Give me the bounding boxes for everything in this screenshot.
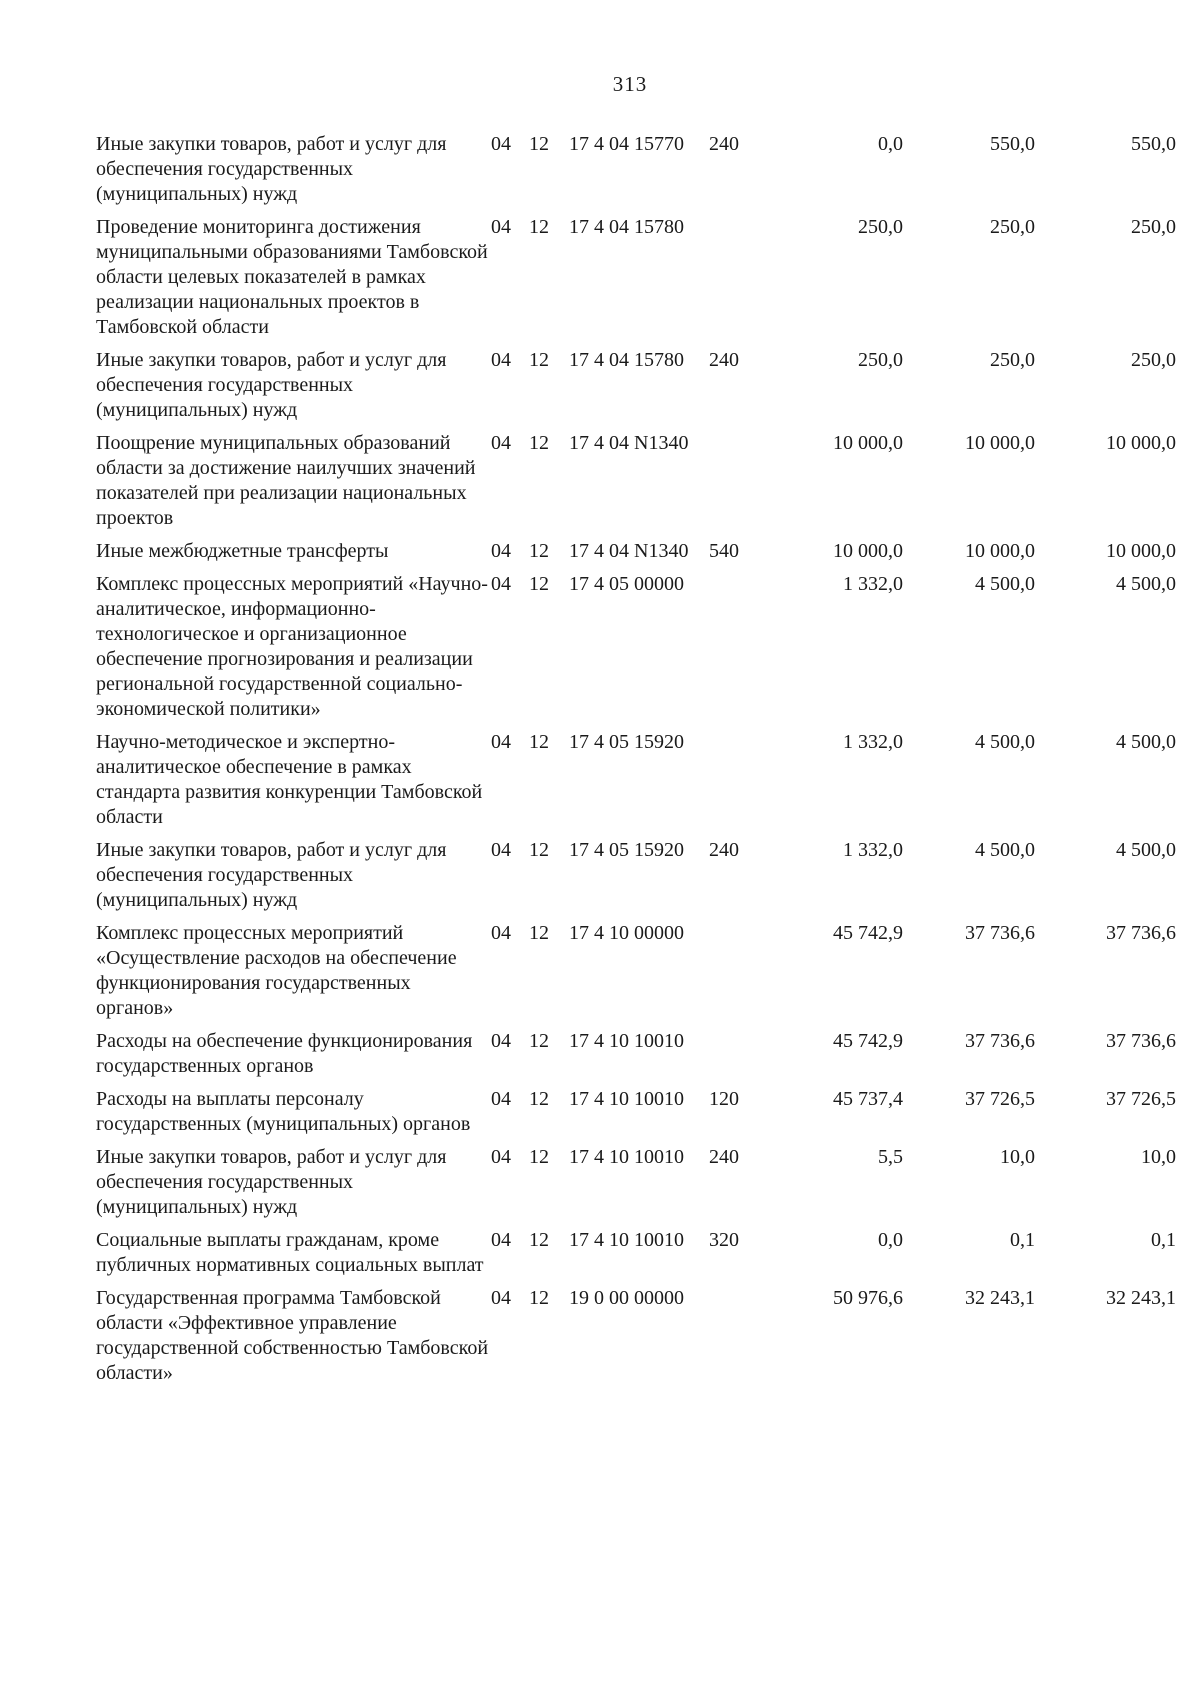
target-article-code: 17 4 10 00000: [569, 922, 684, 944]
section-code: 04: [491, 1146, 511, 1168]
table-row: [96, 1029, 1176, 1087]
subsection-code: 12: [529, 922, 549, 944]
section-code: 04: [491, 731, 511, 753]
amount-year-1: 1 332,0: [843, 839, 903, 861]
table-row: [96, 132, 1176, 215]
amount-year-1: 5,5: [878, 1146, 903, 1168]
amount-year-3: 37 736,6: [1106, 922, 1176, 944]
amount-year-3: 4 500,0: [1116, 573, 1176, 595]
target-article-code: 17 4 04 N1340: [569, 540, 689, 562]
target-article-code: 17 4 10 10010: [569, 1229, 684, 1251]
table-row: [96, 348, 1176, 431]
amount-year-2: 0,1: [1010, 1229, 1035, 1251]
expense-name: Государственная программа Тамбовской области «Эффективное управление государственной собственностью Тамбовской области»: [96, 1287, 489, 1384]
section-code: 04: [491, 1030, 511, 1052]
expense-type-code: [709, 431, 776, 539]
expense-type-code: 240: [709, 1146, 739, 1168]
section-code: 04: [491, 1287, 511, 1309]
page-number: 313: [612, 72, 648, 96]
target-article-code: 17 4 04 15780: [569, 216, 684, 238]
target-article-code: 17 4 05 15920: [569, 731, 684, 753]
target-article-code: 17 4 04 15780: [569, 349, 684, 371]
section-code: 04: [491, 349, 511, 371]
target-article-code: 17 4 10 10010: [569, 1146, 684, 1168]
amount-year-2: 550,0: [990, 133, 1035, 155]
amount-year-2: 4 500,0: [975, 839, 1035, 861]
amount-year-3: 4 500,0: [1116, 731, 1176, 753]
amount-year-2: 4 500,0: [975, 573, 1035, 595]
target-article-code: 17 4 05 00000: [569, 573, 684, 595]
target-article-code: 17 4 04 15770: [569, 133, 684, 155]
subsection-code: 12: [529, 839, 549, 861]
subsection-code: 12: [529, 1287, 549, 1309]
subsection-code: 12: [529, 133, 549, 155]
table-row: [96, 539, 1176, 572]
expense-type-code: 120: [709, 1088, 739, 1110]
expense-type-code: [709, 730, 776, 838]
amount-year-3: 250,0: [1131, 216, 1176, 238]
amount-year-1: 10 000,0: [833, 540, 903, 562]
expense-type-code: [709, 215, 776, 348]
amount-year-2: 37 736,6: [965, 922, 1035, 944]
subsection-code: 12: [529, 349, 549, 371]
amount-year-3: 37 726,5: [1106, 1088, 1176, 1110]
amount-year-2: 10 000,0: [965, 432, 1035, 454]
amount-year-1: 0,0: [878, 133, 903, 155]
subsection-code: 12: [529, 1088, 549, 1110]
section-code: 04: [491, 432, 511, 454]
table-row: [96, 572, 1176, 730]
amount-year-2: 32 243,1: [965, 1287, 1035, 1309]
expense-name: Проведение мониторинга достижения муниципальными образованиями Тамбовской области целевых показателей в рамках реализации национальных проектов в Тамбовской области: [96, 216, 488, 338]
expense-name: Социальные выплаты гражданам, кроме публичных нормативных социальных выплат: [96, 1229, 484, 1276]
budget-table-body: [96, 132, 1176, 1394]
section-code: 04: [491, 1229, 511, 1251]
expense-name: Поощрение муниципальных образований области за достижение наилучших значений показателей при реализации национальных проектов: [96, 432, 476, 529]
subsection-code: 12: [529, 1146, 549, 1168]
amount-year-1: 50 976,6: [833, 1287, 903, 1309]
expense-type-code: [709, 1029, 776, 1087]
amount-year-1: 0,0: [878, 1229, 903, 1251]
amount-year-2: 10,0: [1000, 1146, 1035, 1168]
expense-type-code: [709, 1286, 776, 1394]
amount-year-1: 1 332,0: [843, 731, 903, 753]
subsection-code: 12: [529, 432, 549, 454]
table-row: [96, 1087, 1176, 1145]
table-row: [96, 1145, 1176, 1228]
expense-name: Расходы на выплаты персоналу государственных (муниципальных) органов: [96, 1088, 471, 1135]
target-article-code: 17 4 10 10010: [569, 1030, 684, 1052]
amount-year-1: 1 332,0: [843, 573, 903, 595]
amount-year-3: 10 000,0: [1106, 432, 1176, 454]
subsection-code: 12: [529, 216, 549, 238]
expense-name: Комплекс процессных мероприятий «Осуществление расходов на обеспечение функционирования государственных органов»: [96, 922, 457, 1019]
amount-year-3: 10 000,0: [1106, 540, 1176, 562]
amount-year-3: 10,0: [1141, 1146, 1176, 1168]
expense-type-code: 240: [709, 839, 739, 861]
expense-name: Расходы на обеспечение функционирования государственных органов: [96, 1030, 473, 1077]
section-code: 04: [491, 133, 511, 155]
subsection-code: 12: [529, 1030, 549, 1052]
expense-type-code: 240: [709, 133, 739, 155]
amount-year-3: 32 243,1: [1106, 1287, 1176, 1309]
target-article-code: 17 4 05 15920: [569, 839, 684, 861]
amount-year-2: 37 726,5: [965, 1088, 1035, 1110]
table-row: [96, 1228, 1176, 1286]
expense-type-code: 540: [709, 540, 739, 562]
amount-year-2: 10 000,0: [965, 540, 1035, 562]
amount-year-1: 45 742,9: [833, 922, 903, 944]
amount-year-1: 10 000,0: [833, 432, 903, 454]
expense-name: Иные закупки товаров, работ и услуг для обеспечения государственных (муниципальных) нужд: [96, 349, 447, 421]
target-article-code: 17 4 04 N1340: [569, 432, 689, 454]
amount-year-2: 37 736,6: [965, 1030, 1035, 1052]
amount-year-3: 37 736,6: [1106, 1030, 1176, 1052]
amount-year-1: 250,0: [858, 349, 903, 371]
section-code: 04: [491, 839, 511, 861]
expense-type-code: [709, 572, 776, 730]
table-row: [96, 1286, 1176, 1394]
amount-year-1: 45 742,9: [833, 1030, 903, 1052]
table-row: [96, 431, 1176, 539]
expense-type-code: 240: [709, 349, 739, 371]
subsection-code: 12: [529, 573, 549, 595]
amount-year-3: 550,0: [1131, 133, 1176, 155]
target-article-code: 17 4 10 10010: [569, 1088, 684, 1110]
section-code: 04: [491, 216, 511, 238]
amount-year-2: 4 500,0: [975, 731, 1035, 753]
section-code: 04: [491, 922, 511, 944]
expense-type-code: [709, 921, 776, 1029]
expense-name: Иные закупки товаров, работ и услуг для обеспечения государственных (муниципальных) нужд: [96, 133, 447, 205]
amount-year-2: 250,0: [990, 216, 1035, 238]
subsection-code: 12: [529, 731, 549, 753]
section-code: 04: [491, 573, 511, 595]
amount-year-3: 250,0: [1131, 349, 1176, 371]
amount-year-3: 4 500,0: [1116, 839, 1176, 861]
expense-name: Иные закупки товаров, работ и услуг для обеспечения государственных (муниципальных) нужд: [96, 839, 447, 911]
amount-year-2: 250,0: [990, 349, 1035, 371]
subsection-code: 12: [529, 1229, 549, 1251]
table-row: [96, 730, 1176, 838]
target-article-code: 19 0 00 00000: [569, 1287, 684, 1309]
amount-year-1: 250,0: [858, 216, 903, 238]
expense-name: Иные закупки товаров, работ и услуг для обеспечения государственных (муниципальных) нужд: [96, 1146, 447, 1218]
section-code: 04: [491, 1088, 511, 1110]
expense-name: Комплекс процессных мероприятий «Научно-аналитическое, информационно-технологическое и организационное обеспечение прогнозирования и реализации региональной государственной социально-экономической политики»: [96, 573, 488, 720]
amount-year-1: 45 737,4: [833, 1088, 903, 1110]
expense-type-code: 320: [709, 1229, 739, 1251]
table-row: [96, 215, 1176, 348]
section-code: 04: [491, 540, 511, 562]
subsection-code: 12: [529, 540, 549, 562]
table-row: [96, 921, 1176, 1029]
budget-table: [96, 132, 1176, 1394]
expense-name: Иные межбюджетные трансферты: [96, 540, 389, 562]
amount-year-3: 0,1: [1151, 1229, 1176, 1251]
expense-name: Научно-методическое и экспертно-аналитическое обеспечение в рамках стандарта развития конкуренции Тамбовской области: [96, 731, 483, 828]
table-row: [96, 838, 1176, 921]
